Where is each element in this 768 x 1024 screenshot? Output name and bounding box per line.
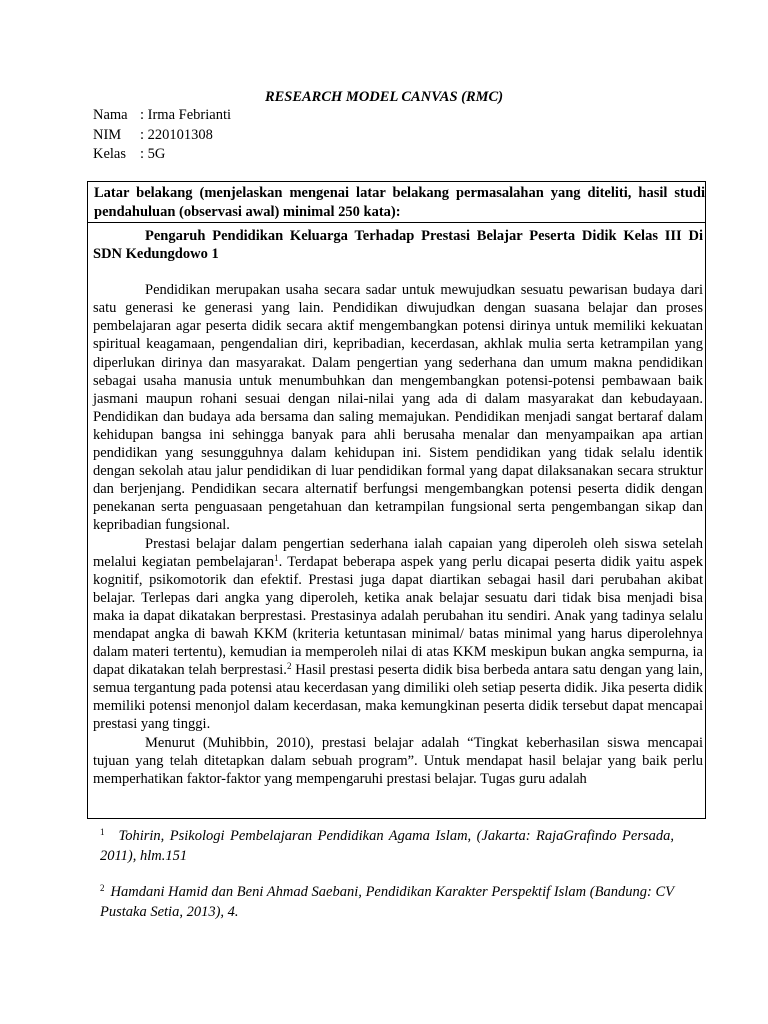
paragraph-1: Pendidikan merupakan usaha secara sadar untuk mewujudkan sesuatu pewarisan budaya dari satu generasi ke generasi yang lain. Pendidikan diwujudkan dengan suasana belajar dan proses pembelajaran agar peserta didik secara aktif mengembangkan potensi dirinya untuk memiliki kekuatan spiritual keagamaan, pengendalian diri, kepribadian, kecerdasan, akhlak mulia serta ketrampilan yang diperlukan dirinya dan masyarakat. Dalam pengertian yang sederhana dan umum makna pendidikan sebagai usaha manusia untuk menumbuhkan dan mengembangkan potensi-potensi pembawaan baik jasmani maupun rohani sesuai dengan nilai-nilai yang ada di dalam masyarakat dan kebudayaan. Pendidikan dan budaya ada bersama dan saling memajukan. Pendidikan menjadi sangat bertaraf dalam kehidupan bangsa ini sehingga banyak para ahli berusaha menalar dan menyampaikan apa artian pendidikan yang sesungguhnya dalam kehidupan ini. Sistem pendidikan yang tidak selalu identik dengan sekolah atau jalur pendidikan di luar pendidikan formal yang dapat dilaksanakan secara struktur dan berjenjang. Pendidikan secara alternatif berfungsi mengembangkan potensi peserta didik dengan penekanan serta penguasaan pengetahuan dan ketrampilan fungsional serta pengembangan sikap dan kepribadian fungsional.	[93, 282, 703, 534]
footnote-mark: 2	[100, 883, 105, 893]
identity-label: Kelas	[93, 146, 127, 162]
footnote-reference-1: 1	[274, 552, 279, 563]
footnote-text: Tohirin, Psikologi Pembelajaran Pendidikan Agama Islam, (Jakarta: RajaGrafindo Persada, 2011), hlm.151	[100, 828, 674, 864]
background-section-box	[87, 181, 706, 819]
identity-row-name	[93, 106, 231, 126]
paragraph-2-part-a: Prestasi belajar dalam pengertian sederhana ialah capaian yang diperoleh oleh siswa setelah melalui kegiatan pembelajaran	[93, 535, 703, 570]
research-topic: Pengaruh Pendidikan Keluarga Terhadap Prestasi Belajar Peserta Didik Kelas III Di SDN Kedungdowo 1	[93, 228, 703, 263]
document-title: RESEARCH MODEL CANVAS (RMC)	[264, 89, 504, 105]
section-body	[88, 223, 705, 788]
footnote-mark: 1	[100, 827, 105, 837]
paragraph-2-part-c: Hasil prestasi peserta didik bisa berbeda antara satu dengan yang lain, semua tergantung pada potensi atau kecerdasan yang dimiliki oleh setiap peserta didik. Jika peserta didik memiliki potensi menonjol dalam kecerdasan, maka kemungkinan peserta didik tersebut dapat mencapai prestasi yang tinggi.	[93, 662, 703, 733]
footnote-1	[100, 826, 674, 866]
identity-row-class	[93, 145, 231, 165]
identity-label: Nama	[93, 107, 128, 123]
identity-row-nim	[93, 126, 231, 146]
identity-label: NIM	[93, 126, 122, 143]
footnote-reference-2: 2	[286, 661, 292, 672]
footnotes	[100, 826, 674, 938]
footnote-text: Hamdani Hamid dan Beni Ahmad Saebani, Pendidikan Karakter Perspektif Islam (Bandung: CV Pustaka Setia, 2013), 4.	[100, 884, 674, 920]
identity-value: : 5G	[140, 146, 166, 162]
paragraph-2	[93, 535, 703, 734]
identity-value: : 220101308	[140, 126, 213, 143]
paragraph-3: Menurut (Muhibbin, 2010), prestasi belajar adalah “Tingkat keberhasilan siswa mencapai tujuan yang telah ditetapkan dalam sebuah program”. Untuk mendapat hasil belajar yang baik perlu memperhatikan faktor-faktor yang mempengaruhi prestasi belajar. Tugas guru adalah	[93, 734, 703, 787]
paragraph-2-part-b: . Terdapat beberapa aspek yang perlu dicapai peserta didik yaitu aspek kognitif, psikomotorik dan efektif. Prestasi juga dapat diartikan sebagai hasil dari perubahan akibat belajar. Terlepas dari angka yang diperoleh, ketika anak belajar sesuatu dari tidak bisa menjadi bisa maka ia dapat dikatakan berprestasi. Prestasinya adalah perubahan itu sendiri. Anak yang tadinya selalu mendapat angka di bawah KKM (kriteria ketuntasan minimal/ batas minimal yang harus diperolehnya dalam materi tertentu), kemudian ia memperoleh nilai di atas KKM meskipun bukan angka sempurna, ia dapat dikatakan telah berprestasi.	[93, 553, 703, 679]
footnote-2	[100, 882, 674, 922]
blank-line	[93, 263, 703, 281]
student-identity	[93, 106, 231, 165]
identity-value: : Irma Febrianti	[140, 107, 232, 123]
section-header: Latar belakang (menjelaskan mengenai latar belakang permasalahan yang diteliti, hasil studi pendahuluan (observasi awal) minimal 250 kata):	[88, 182, 705, 223]
